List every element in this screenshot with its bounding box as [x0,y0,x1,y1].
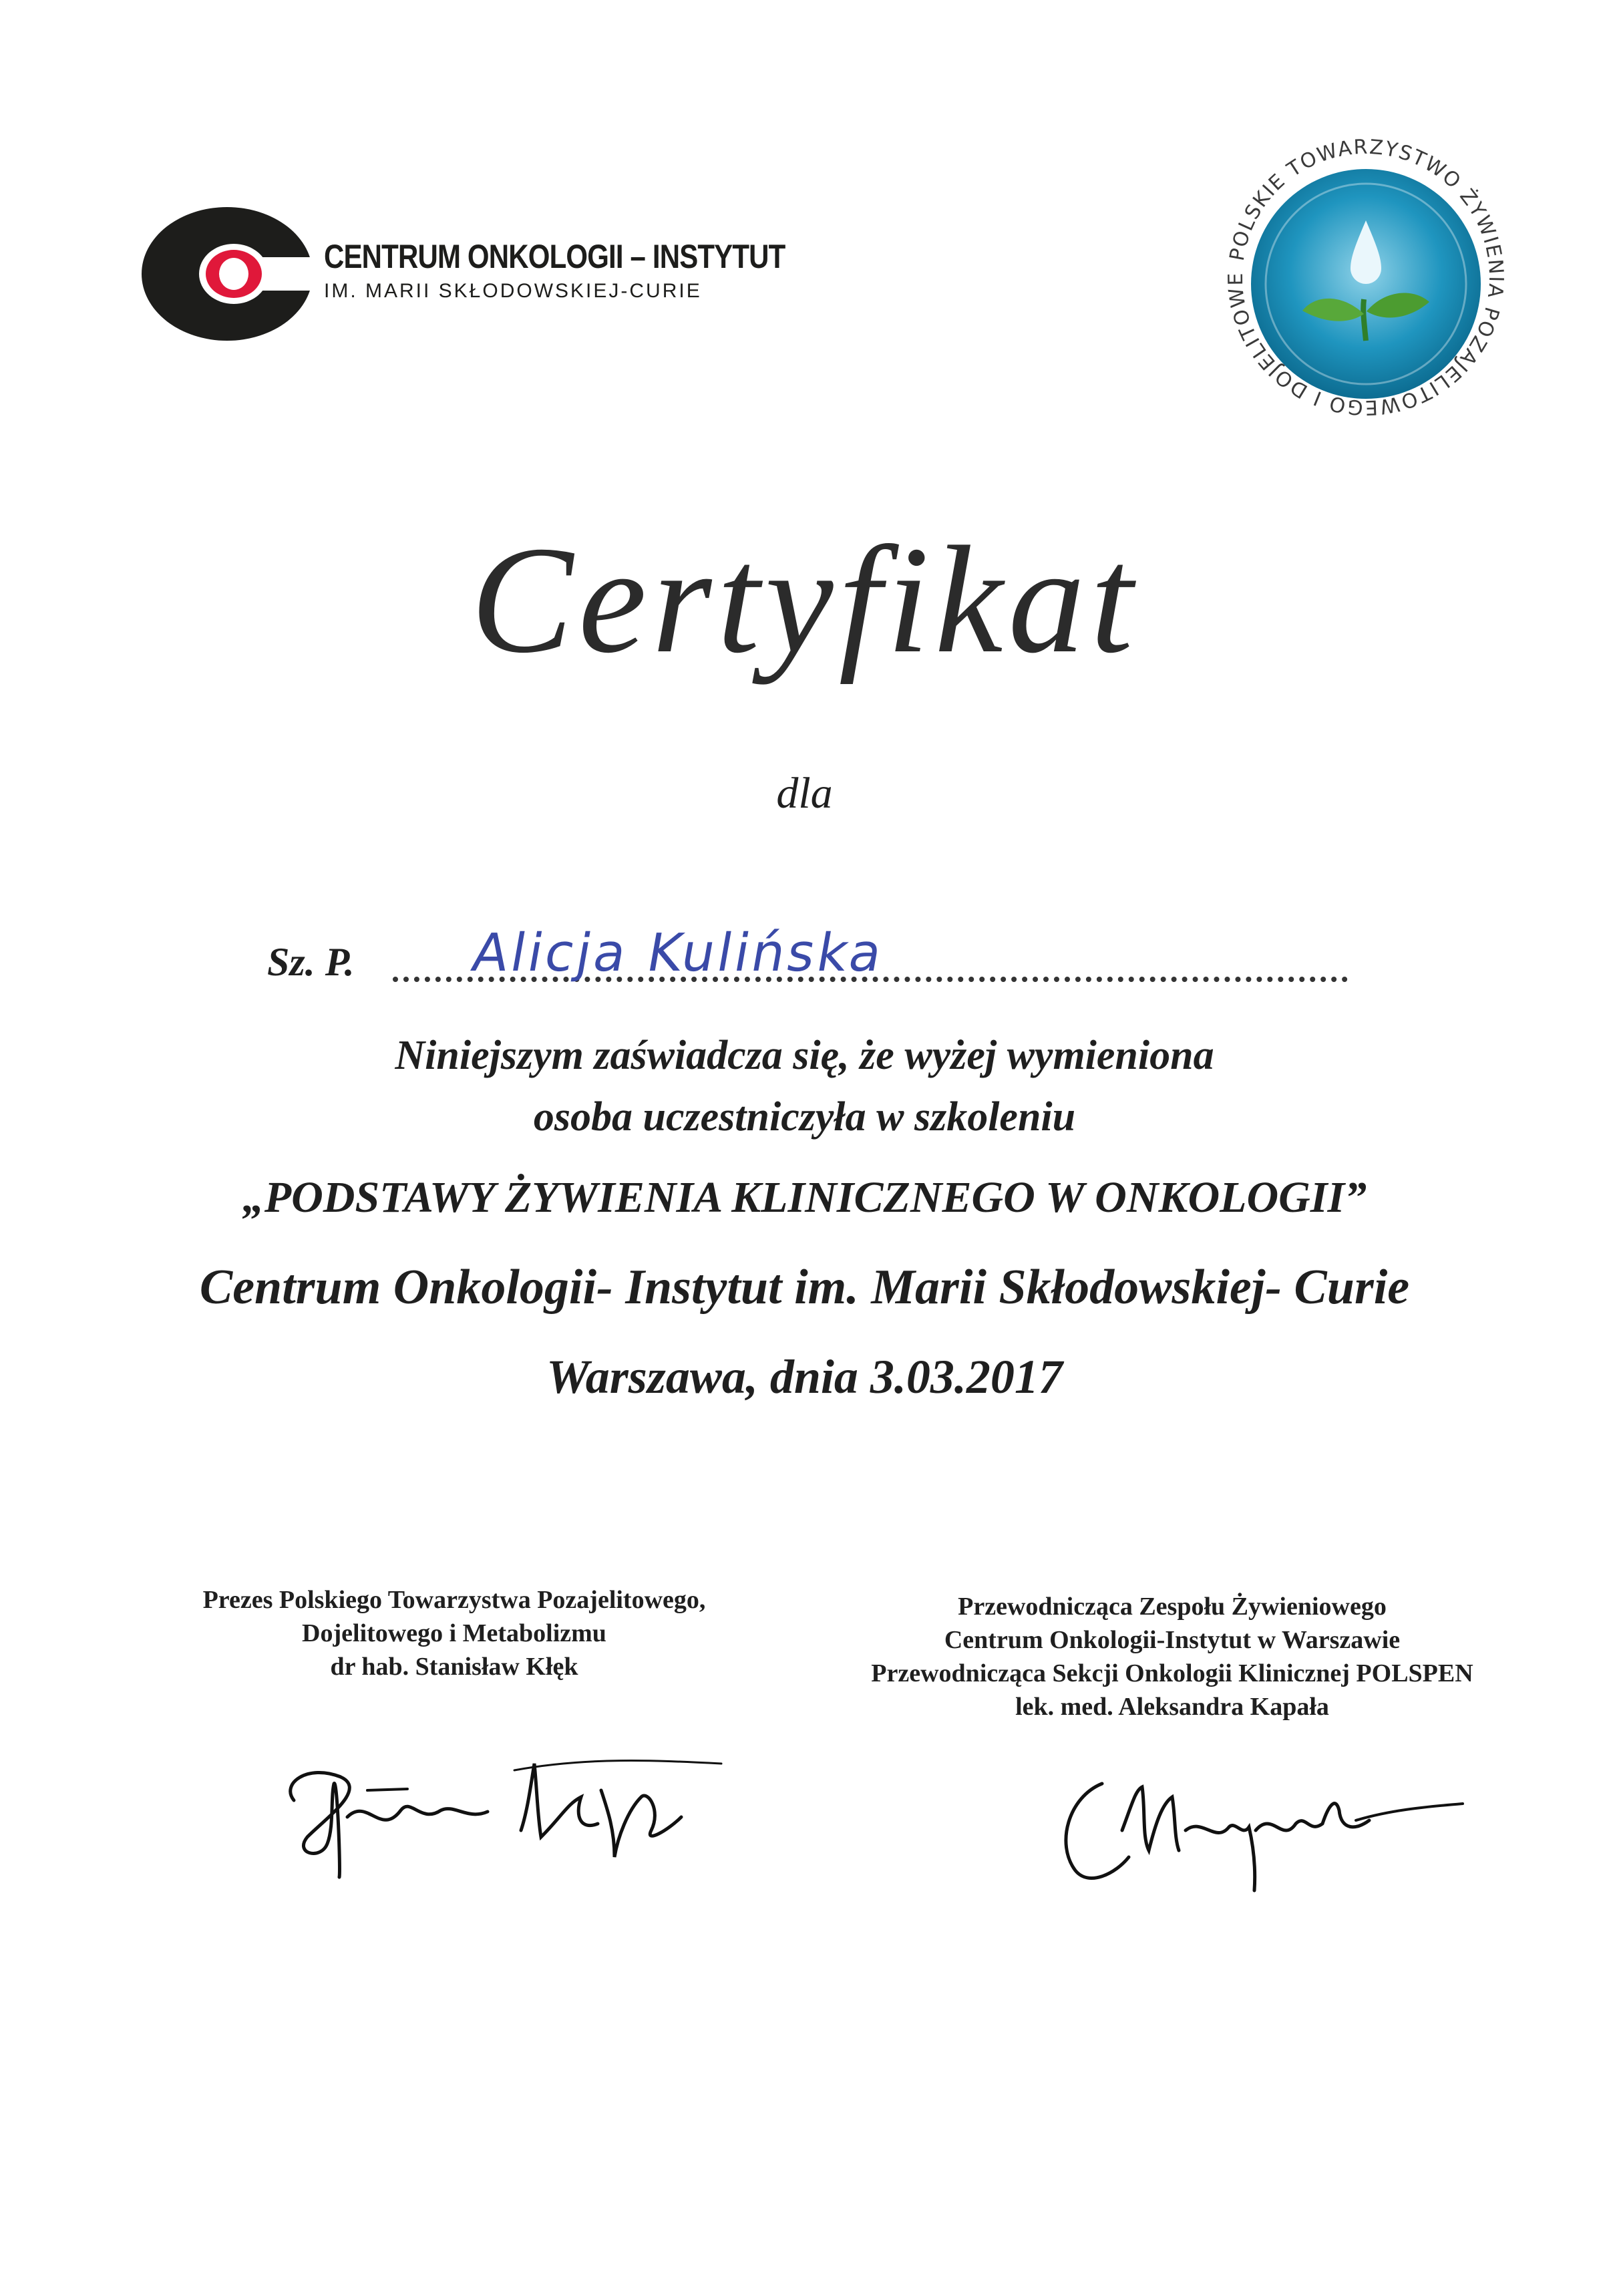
signatory-right-line-4: lek. med. Aleksandra Kapała [1015,1693,1329,1721]
logo-line-2: IM. MARII SKŁODOWSKIEJ-CURIE [324,280,702,302]
seal-ring-text: POLSKIE TOWARZYSTWO ŻYWIENIA POZAJELITOWEGO I DOJELITOWE [1224,135,1508,420]
course-title: „PODSTAWY ŻYWIENIA KLINICZNEGO W ONKOLOGII” [242,1173,1367,1222]
signatory-right-line-2: Centrum Onkologii-Instytut w Warszawie [944,1626,1401,1654]
body-text-line-2: osoba uczestniczyła w szkoleniu [533,1094,1076,1140]
certificate-title: Certyfikat [470,514,1139,685]
signature-left [267,1737,735,1904]
place-and-date: Warszawa, dnia 3.03.2017 [546,1350,1063,1404]
signatory-left-line-1: Prezes Polskiego Towarzystwa Pozajelitowego, [202,1586,706,1614]
signatory-right-line-1: Przewodnicząca Zespołu Żywieniowego [958,1593,1387,1621]
signatory-right [822,1590,1523,1724]
signature-right [1042,1757,1469,1897]
for-label: dla [776,769,833,818]
centrum-onkologii-logo [140,204,785,344]
body-text-line-1: Niniejszym zaświadcza się, że wyżej wymieniona [395,1033,1214,1078]
signatory-left [120,1583,788,1683]
co-logo-icon [140,204,321,344]
signatory-left-line-2: Dojelitowego i Metabolizmu [302,1619,606,1647]
recipient-name: Alicja Kulińska [468,923,890,983]
polspen-seal-icon [1209,120,1523,434]
institute-name: Centrum Onkologii- Instytut im. Marii Skłodowskiej- Curie [199,1260,1410,1315]
recipient-line [267,922,1369,1002]
signatory-right-line-3: Przewodnicząca Sekcji Onkologii Klinicznej POLSPEN [871,1659,1473,1687]
logo-line-1: CENTRUM ONKOLOGII – INSTYTUT [324,238,785,275]
polspen-seal [1209,120,1523,434]
signatory-left-line-3: dr hab. Stanisław Kłęk [330,1653,578,1681]
recipient-prefix: Sz. P. [267,940,355,984]
